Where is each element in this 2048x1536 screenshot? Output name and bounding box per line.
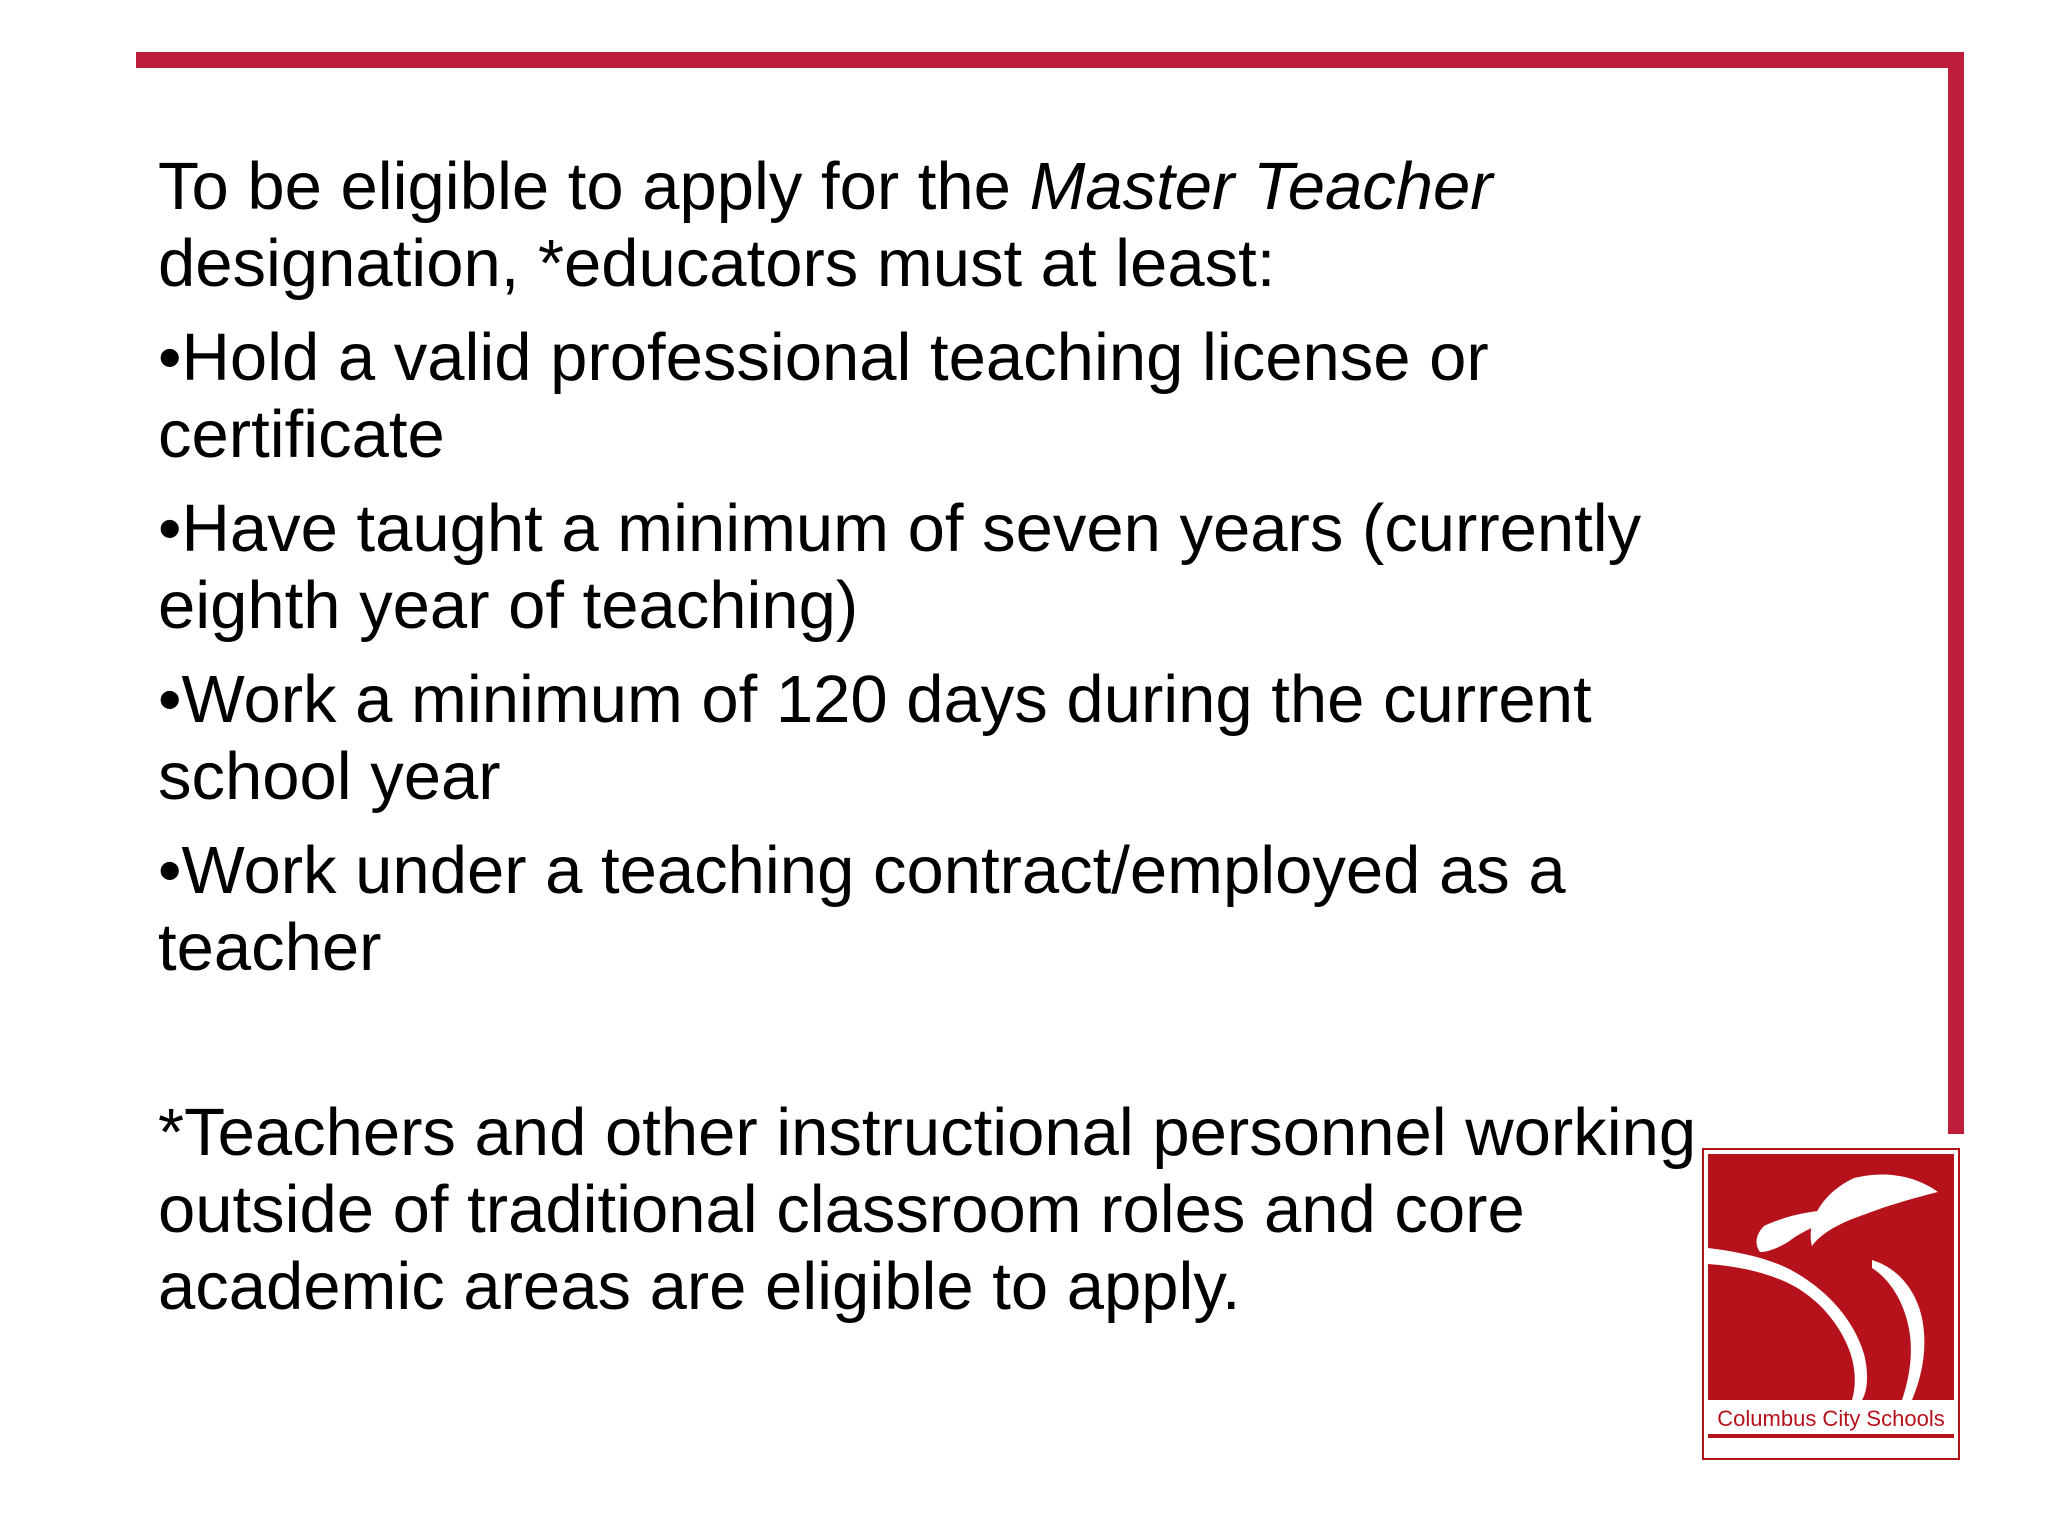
footnote: *Teachers and other instructional personnel working outside of traditional classroom roles and core academic areas are eligible to apply.	[158, 1095, 1697, 1324]
bullet-item: •Have taught a minimum of seven years (currently eighth year of teaching)	[158, 491, 1642, 643]
intro-text: To be eligible to apply for the	[158, 149, 1030, 224]
frame-top-bar	[136, 52, 1964, 68]
columbus-city-schools-logo	[1702, 1148, 1960, 1460]
intro-text-end: designation, *educators must at least:	[158, 226, 1276, 301]
intro-paragraph	[158, 148, 1718, 302]
logo-name: Columbus City Schools	[1717, 1406, 1945, 1431]
frame-right-bar	[1948, 52, 1964, 1134]
slide-body	[158, 148, 1718, 1342]
bullet-item: •Work under a teaching contract/employed as a teacher	[158, 833, 1566, 985]
bullet-item: •Work a minimum of 120 days during the current school year	[158, 662, 1592, 814]
intro-emphasis: Master Teacher	[1029, 149, 1493, 224]
bullet-item: •Hold a valid professional teaching license or certificate	[158, 320, 1489, 472]
